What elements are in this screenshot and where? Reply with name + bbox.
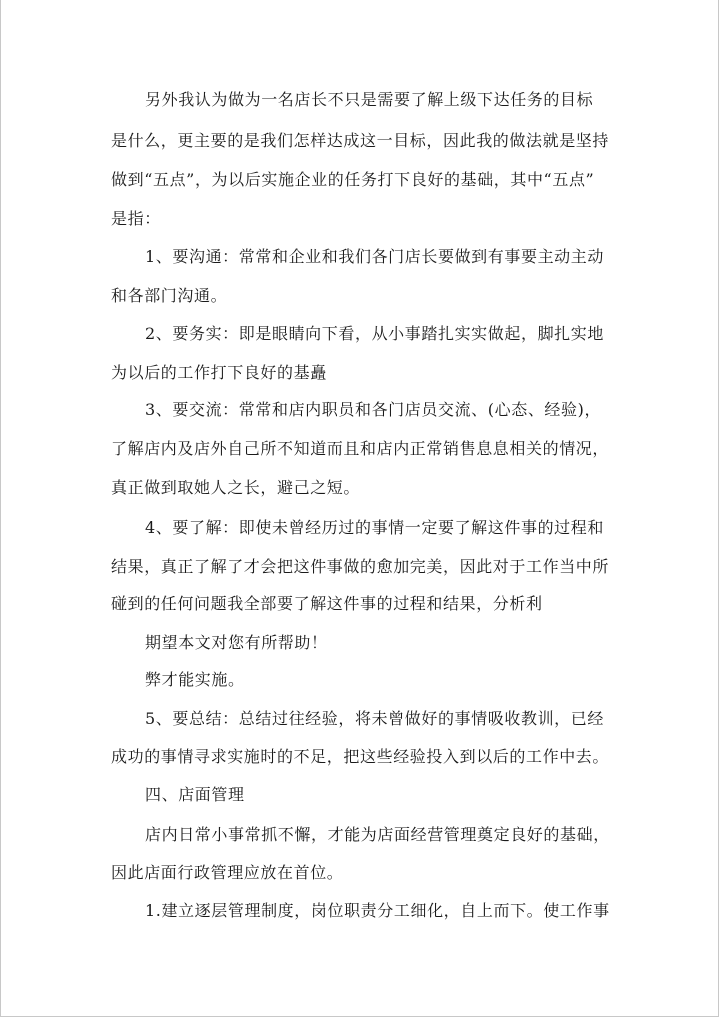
paragraph-line: 另外我认为做为一名店长不只是需要了解上级下达任务的目标 bbox=[145, 90, 594, 109]
paragraph-line: 1、要沟通：常常和企业和我们各门店长要做到有事要主动主动 bbox=[145, 247, 604, 266]
paragraph-line: 是指： bbox=[111, 209, 161, 228]
paragraph-line: 成功的事情寻求实施时的不足，把这些经验投入到以后的工作中去。 bbox=[111, 747, 610, 766]
paragraph-line: 碰到的任何问题我全部要了解这件事的过程和结果，分析利 bbox=[111, 594, 543, 613]
paragraph-line: 为以后的工作打下良好的基矗 bbox=[111, 363, 327, 382]
paragraph-line: 1.建立逐层管理制度，岗位职责分工细化，自上而下。使工作事 bbox=[145, 901, 610, 920]
paragraph-line: 3、要交流：常常和店内职员和各门店员交流、(心态、经验)， bbox=[145, 400, 602, 419]
paragraph-line: 结果，真正了解了才会把这件事做的愈加完美，因此对于工作当中所 bbox=[111, 557, 610, 576]
paragraph-line: 店内日常小事常抓不懈，才能为店面经营管理奠定良好的基础， bbox=[145, 825, 610, 844]
paragraph-line: 是什么，更主要的是我们怎样达成这一目标，因此我的做法就是坚持 bbox=[111, 131, 610, 150]
paragraph-line: 弊才能实施。 bbox=[145, 670, 245, 689]
paragraph-line: 5、要总结：总结过往经验，将未曾做好的事情吸收教训，已经 bbox=[145, 709, 604, 728]
paragraph-line: 了解店内及店外自己所不知道而且和店内正常销售息息相关的情况， bbox=[111, 439, 610, 458]
paragraph-line: 因此店面行政管理应放在首位。 bbox=[111, 863, 344, 882]
paragraph-line: 和各部门沟通。 bbox=[111, 286, 228, 305]
section-heading: 四、店面管理 bbox=[145, 785, 245, 804]
paragraph-line: 做到“五点”，为以后实施企业的任务打下良好的基础，其中“五点” bbox=[111, 170, 595, 189]
paragraph-line: 2、要务实：即是眼睛向下看，从小事踏扎实实做起，脚扎实地 bbox=[145, 324, 604, 343]
paragraph-line: 真正做到取她人之长，避己之短。 bbox=[111, 478, 361, 497]
paragraph-line: 期望本文对您有所帮助！ bbox=[145, 633, 328, 652]
paragraph-line: 4、要了解：即使未曾经历过的事情一定要了解这件事的过程和 bbox=[145, 518, 604, 537]
